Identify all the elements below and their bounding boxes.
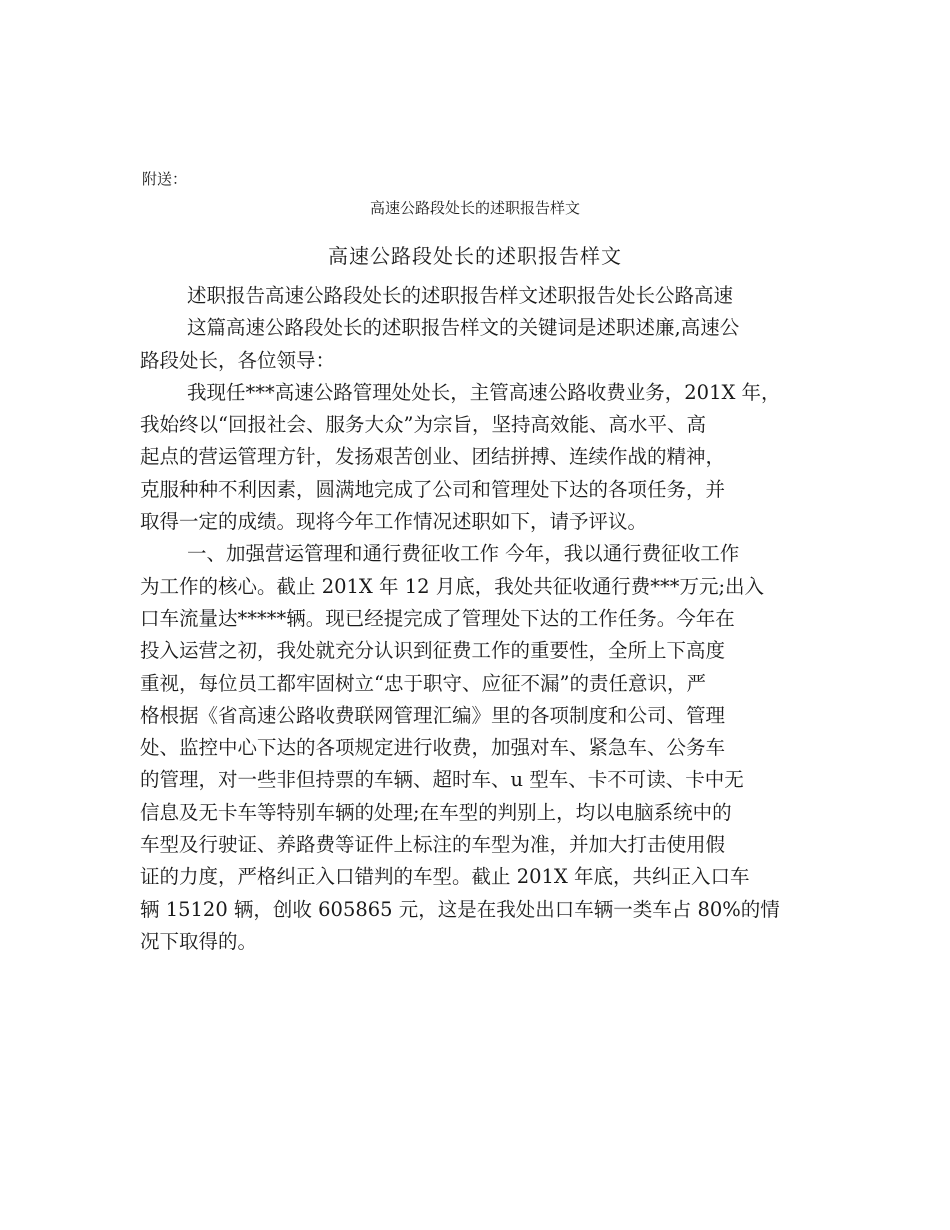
- body-line: 投入运营之初，我处就充分认识到征费工作的重要性，全所上下高度: [140, 639, 726, 663]
- attachment-note: 附送：: [142, 170, 188, 188]
- body-line: 取得一定的成绩。现将今年工作情况述职如下，请予评议。: [140, 510, 648, 534]
- body-line: 路段处长，各位领导：: [140, 348, 336, 372]
- body-line: 述职报告高速公路段处长的述职报告样文述职报告处长公路高速: [187, 284, 734, 307]
- body-line: 辆 15120 辆，创收 605865 元，这是在我处出口车辆一类车占 80%的情: [140, 897, 780, 921]
- body-line: 为工作的核心。截止 201X 年 12 月底，我处共征收通行费***万元;出入: [140, 574, 765, 598]
- body-line: 的管理，对一些非但持票的车辆、超时车、u 型车、卡不可读、卡中无: [140, 768, 744, 792]
- body-line: 口车流量达*****辆。现已经提完成了管理处下达的工作任务。今年在: [140, 606, 735, 630]
- document-subtitle: 高速公路段处长的述职报告样文: [369, 199, 580, 217]
- document-body: [140, 280, 840, 958]
- body-line: 处、监控中心下达的各项规定进行收费，加强对车、紧急车、公务车: [140, 736, 726, 760]
- document-title: 高速公路段处长的述职报告样文: [328, 244, 622, 268]
- body-line: 我始终以“回报社会、服务大众”为宗旨，坚持高效能、高水平、高: [140, 413, 706, 437]
- body-line: 车型及行驶证、养路费等证件上标注的车型为准，并加大打击使用假: [140, 833, 726, 857]
- body-line: 况下取得的。: [140, 929, 258, 953]
- body-line: 重视，每位员工都牢固树立“忠于职守、应征不漏”的责任意识，严: [140, 671, 706, 695]
- body-line: 一、加强营运管理和通行费征收工作 今年，我以通行费征收工作: [187, 542, 740, 566]
- body-line: 证的力度，严格纠正入口错判的车型。截止 201X 年底，共纠正入口车: [140, 865, 750, 889]
- body-line: 格根据《省高速公路收费联网管理汇编》里的各项制度和公司、管理: [140, 703, 726, 727]
- body-line: 信息及无卡车等特别车辆的处理;在车型的判别上，均以电脑系统中的: [140, 800, 732, 824]
- body-line: 克服种种不利因素，圆满地完成了公司和管理处下达的各项任务，并: [140, 477, 726, 501]
- body-line: 这篇高速公路段处长的述职报告样文的关键词是述职述廉,高速公: [187, 316, 740, 340]
- body-line: 起点的营运管理方针，发扬艰苦创业、团结拼搏、连续作战的精神，: [140, 445, 726, 469]
- body-line: 我现任***高速公路管理处处长，主管高速公路收费业务，201X 年，: [187, 380, 781, 404]
